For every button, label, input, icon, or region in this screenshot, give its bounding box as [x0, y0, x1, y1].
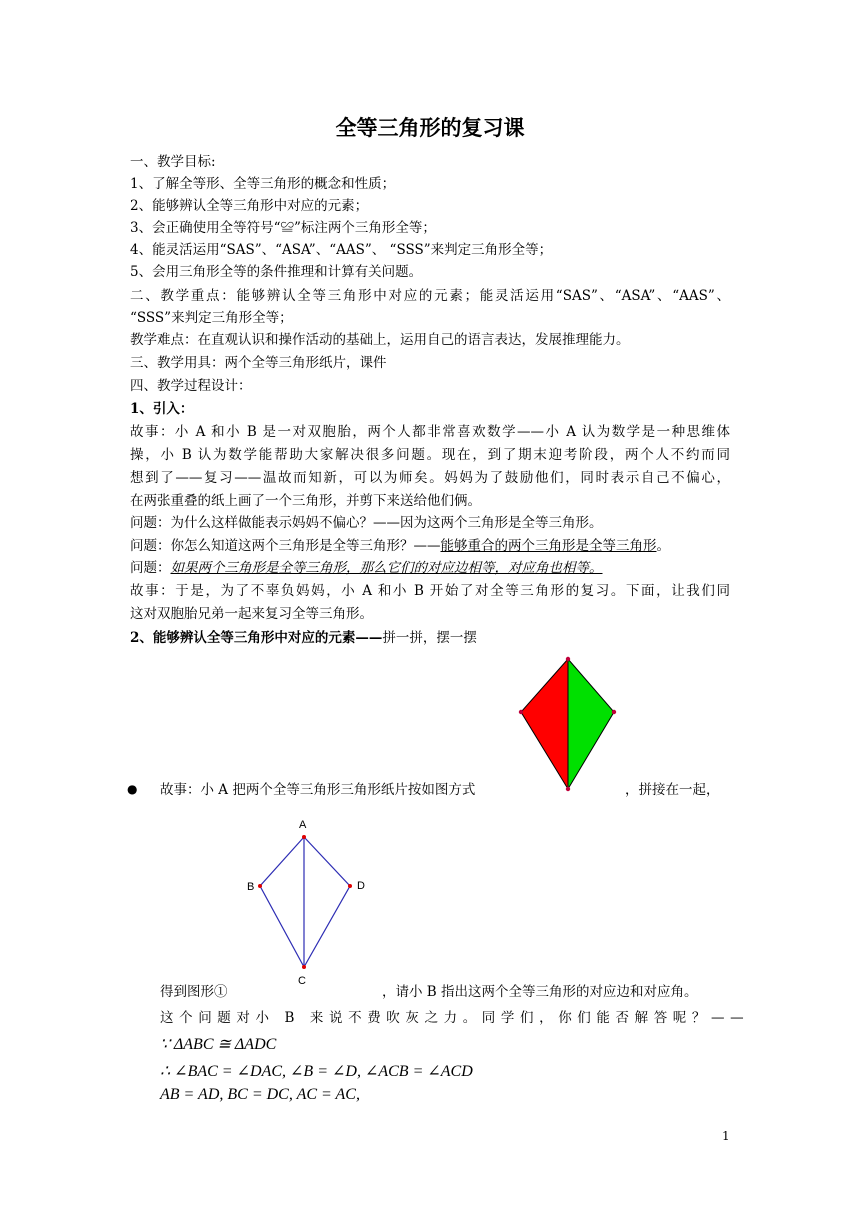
text-line: 想到了——复习——温故而知新，可以为师矣。妈妈为了鼓励他们，同时表示自己不偏心，	[130, 470, 730, 486]
text-line: 1、了解全等形、全等三角形的概念和性质；	[130, 176, 396, 192]
vertex-dot	[566, 657, 570, 661]
green-triangle	[568, 659, 614, 789]
text-line: 教学难点：在直观认识和操作活动的基础上，运用自己的语言表达，发展推理能力。	[130, 332, 630, 348]
text-line: 3、会正确使用全等符号“≌”标注两个三角形全等；	[130, 220, 436, 236]
text-line: 故事：于是，为了不辜负妈妈，小 A 和小 B 开始了对全等三角形的复习。下面，让我们同	[130, 583, 730, 599]
text-line: ，请小 B 指出这两个全等三角形的对应边和对应角。	[382, 984, 698, 1000]
vertex-dot	[612, 710, 616, 714]
text-line: 一、教学目标:	[130, 154, 216, 170]
page-number: 1	[722, 1129, 730, 1143]
text-line: 这对双胞胎兄弟一起来复习全等三角形。	[130, 606, 373, 622]
vertex-label-c: C	[298, 975, 306, 987]
underlined-text: 能够重合的两个三角形是全等三角形	[440, 538, 657, 554]
text-line: 在两张重叠的纸上画了一个三角形，并剪下来送给他们俩。	[130, 493, 481, 509]
math-given: ∵ ΔABC ≅ ΔADC	[160, 1036, 277, 1053]
text-line: 2、能够辨认全等三角形中对应的元素；	[130, 198, 369, 214]
text-run: 问题：	[130, 560, 171, 576]
bullet-icon: ●	[127, 782, 138, 796]
section-heading: 1、引入：	[130, 401, 194, 417]
text-line: 故事：小 A 把两个全等三角形三角形纸片按如图方式	[160, 782, 476, 798]
vertex-dot	[258, 884, 262, 888]
vertex-dot	[519, 710, 523, 714]
section-heading	[130, 628, 477, 648]
vertex-dot	[302, 835, 306, 839]
colored-kite-figure	[518, 656, 618, 792]
text-line: 5、会用三角形全等的条件推理和计算有关问题。	[130, 264, 423, 280]
bold-text: 2、能够辨认全等三角形中对应的元素——	[130, 630, 383, 646]
vertex-dot	[302, 965, 306, 969]
red-triangle	[521, 659, 568, 789]
text-run: 问题：你怎么知道这两个三角形是全等三角形？——	[130, 538, 441, 554]
vertex-label-b: B	[247, 881, 255, 893]
text-line: 故事：小 A 和小 B 是一对双胞胎，两个人都非常喜欢数学——小 A 认为数学是一种思维体	[130, 424, 730, 440]
vertex-dot	[566, 787, 570, 791]
vertex-label-d: D	[357, 880, 365, 892]
text-run: 。	[656, 538, 670, 554]
text-run: 拼一拼，摆一摆	[382, 630, 477, 646]
text-line: 二、教学重点：能够辨认全等三角形中对应的元素；能灵活运用“SAS”、“ASA”、“AAS”、	[130, 288, 730, 304]
vertex-label-a: A	[299, 819, 307, 831]
math-sides: AB = AD, BC = DC, AC = AC,	[160, 1086, 360, 1103]
diagram-lines	[260, 837, 350, 967]
page-title: 全等三角形的复习课	[335, 116, 525, 140]
text-line: 问题：为什么这样做能表示妈妈不偏心？——因为这两个三角形是全等三角形。	[130, 515, 603, 531]
underlined-italic-text: 如果两个三角形是全等三角形，那么它们的对应边相等，对应角也相等。	[170, 560, 603, 576]
text-line	[130, 558, 603, 578]
text-line: ，拼接在一起，	[625, 782, 720, 798]
text-line: 4、能灵活运用“SAS”、“ASA”、“AAS”、 “SSS”来判定三角形全等；	[130, 242, 553, 258]
text-line	[130, 536, 670, 556]
text-line: 三、教学用具：两个全等三角形纸片，课件	[130, 355, 387, 371]
math-angles: ∴ ∠BAC = ∠DAC, ∠B = ∠D, ∠ACB = ∠ACD	[160, 1063, 473, 1080]
labeled-kite-diagram	[240, 815, 380, 995]
vertex-dot	[348, 884, 352, 888]
text-line: 操，小 B 认为数学能帮助大家解决很多问题。现在，到了期末迎考阶段，两个人不约而同	[130, 447, 730, 463]
text-line: 这个问题对小 B 来说不费吹灰之力。同学们，你们能否解答呢？——	[160, 1010, 750, 1026]
text-line: 四、教学过程设计：	[130, 378, 252, 394]
text-line: “SSS”来判定三角形全等；	[130, 310, 293, 326]
text-line: 得到图形①	[160, 984, 228, 1000]
